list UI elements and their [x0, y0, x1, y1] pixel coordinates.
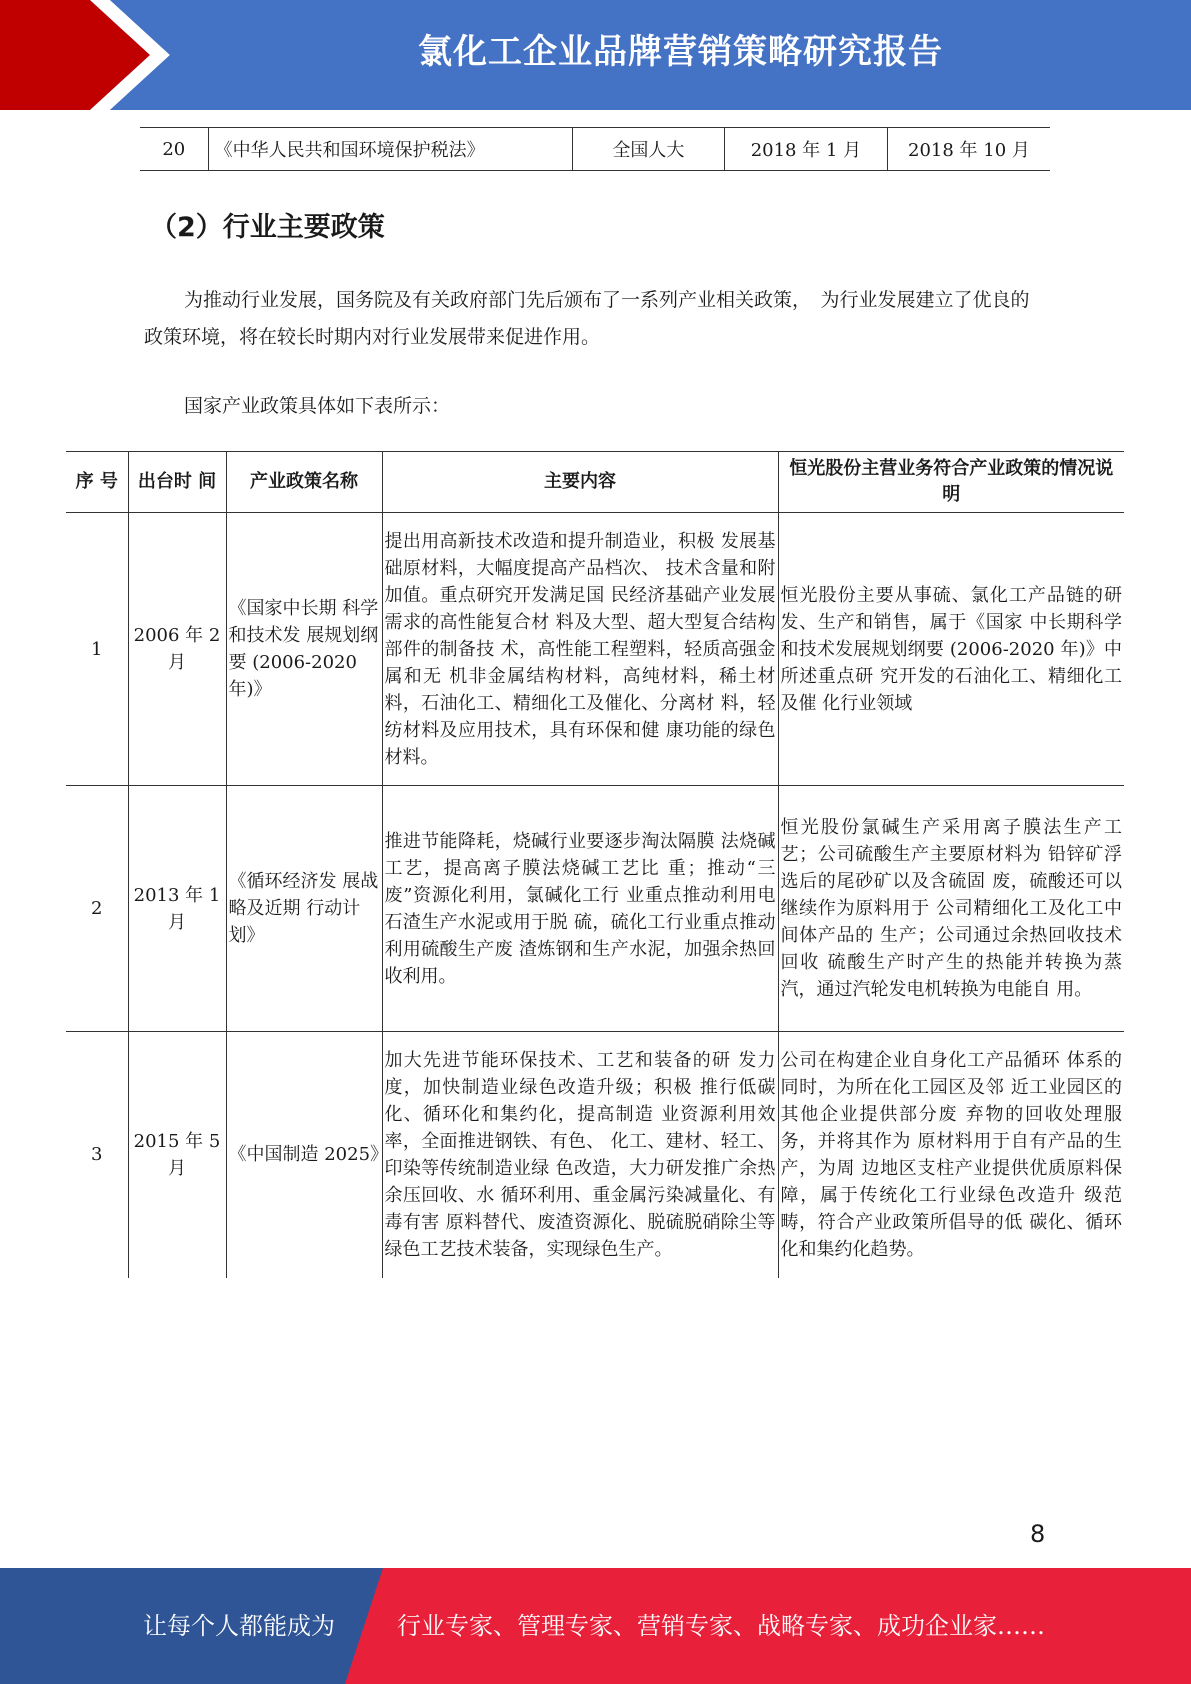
- section-title: （2）行业主要政策: [150, 212, 385, 243]
- cell-date: 2013 年 1 月: [128, 786, 226, 1032]
- cell-policy-name: 《国家中长期 科学和技术发 展规划纲要 (2006-2020 年)》: [226, 513, 382, 786]
- page-header: [0, 0, 1191, 110]
- cell-policy-name: 《循环经济发 展战略及近期 行动计划》: [226, 786, 382, 1032]
- cell-no: 1: [66, 513, 128, 786]
- footer-slogan-right: 行业专家、管理专家、营销专家、战略专家、成功企业家……: [397, 1612, 1045, 1640]
- cell-content: 推进节能降耗，烧碱行业要逐步淘汰隔膜 法烧碱工艺，提高离子膜法烧碱工艺比 重；推动“三废”资源化利用，氯碱化工行 业重点推动利用电石渣生产水泥或用于脱 硫，硫化工行业重点推动利用硫酸生产废 渣炼钢和生产水泥，加强余热回收利用。: [382, 786, 778, 1032]
- cell-issuer: 全国人大: [572, 128, 724, 171]
- table-row: [66, 786, 1124, 1032]
- cell-no: 20: [140, 128, 208, 171]
- page-footer: [0, 1568, 1191, 1684]
- cell-policy-name: 《中国制造 2025》: [226, 1032, 382, 1278]
- table-header-row: [66, 452, 1124, 513]
- footer-slogan-left: 让每个人都能成为: [143, 1612, 335, 1640]
- cell-effective-date: 2018 年 10 月: [887, 128, 1050, 171]
- cell-note: 恒光股份氯碱生产采用离子膜法生产工艺；公司硫酸生产主要原材料为 铅锌矿浮选后的尾砂矿以及含硫固 废，硫酸还可以继续作为原料用于 公司精细化工及化工中间体产品的 生产；公司通过余热回收技术回收 硫酸生产时产生的热能并转换为蒸 汽，通过汽轮发电机转换为电能自 用。: [778, 786, 1124, 1032]
- cell-date: 2015 年 5 月: [128, 1032, 226, 1278]
- intro-paragraph: 为推动行业发展，国务院及有关政府部门先后颁布了一系列产业相关政策， 为行业发展建立了优良的政策环境，将在较长时期内对行业发展带来促进作用。: [144, 289, 1030, 348]
- cell-content: 加大先进节能环保技术、工艺和装备的研 发力度，加快制造业绿色改造升级；积极 推行低碳化、循环化和集约化，提高制造 业资源利用效率，全面推进钢铁、有色、 化工、建材、轻工、印染等传统制造业绿 色改造，大力研发推广余热余压回收、水 循环利用、重金属污染减量化、有毒有害 原料替代、废渣资源化、脱硫脱硝除尘等 绿色工艺技术装备，实现绿色生产。: [382, 1032, 778, 1278]
- header-policy-name: 产业政策名称: [226, 452, 382, 513]
- cell-law-name: 《中华人民共和国环境保护税法》: [208, 128, 572, 171]
- table-intro-paragraph: 国家产业政策具体如下表所示：: [184, 395, 451, 417]
- cell-issue-date: 2018 年 1 月: [724, 128, 887, 171]
- table-row: [66, 1032, 1124, 1278]
- cell-note: 公司在构建企业自身化工产品循环 体系的同时，为所在化工园区及邻 近工业园区的其他企业提供部分废 弃物的回收处理服务，并将其作为 原材料用于自有产品的生产，为周 边地区支柱产业提供优质原料保 障，属于传统化工行业绿色改造升 级范畴，符合产业政策所倡导的低 碳化、循环化和集约化趋势。: [778, 1032, 1124, 1278]
- table-row: [140, 128, 1050, 171]
- cell-no: 2: [66, 786, 128, 1032]
- header-note: 恒光股份主营业务符合产业政策的情况说明: [778, 452, 1124, 513]
- previous-table-continuation: [140, 127, 1050, 171]
- header-date: 出台时 间: [128, 452, 226, 513]
- cell-note: 恒光股份主要从事硫、氯化工产品链的研发、生产和销售，属于《国家 中长期科学和技术发展规划纲要 (2006-2020 年)》中所述重点研 究开发的石油化工、精细化工及催 化行业领域: [778, 513, 1124, 786]
- table-row: [66, 513, 1124, 786]
- cell-date: 2006 年 2 月: [128, 513, 226, 786]
- header-content: 主要内容: [382, 452, 778, 513]
- header-no: 序 号: [66, 452, 128, 513]
- cell-no: 3: [66, 1032, 128, 1278]
- page-number: 8: [1030, 1520, 1046, 1548]
- report-title: 氯化工企业品牌营销策略研究报告: [418, 32, 943, 72]
- cell-content: 提出用高新技术改造和提升制造业，积极 发展基础原材料，大幅度提高产品档次、 技术含量和附加值。重点研究开发满足国 民经济基础产业发展需求的高性能复合材 料及大型、超大型复合结构部件的制备技 术，高性能工程塑料，轻质高强金属和无 机非金属结构材料，高纯材料，稀土材 料，石油化工、精细化工及催化、分离材 料，轻纺材料及应用技术，具有环保和健 康功能的绿色材料。: [382, 513, 778, 786]
- policy-table: [66, 451, 1124, 1278]
